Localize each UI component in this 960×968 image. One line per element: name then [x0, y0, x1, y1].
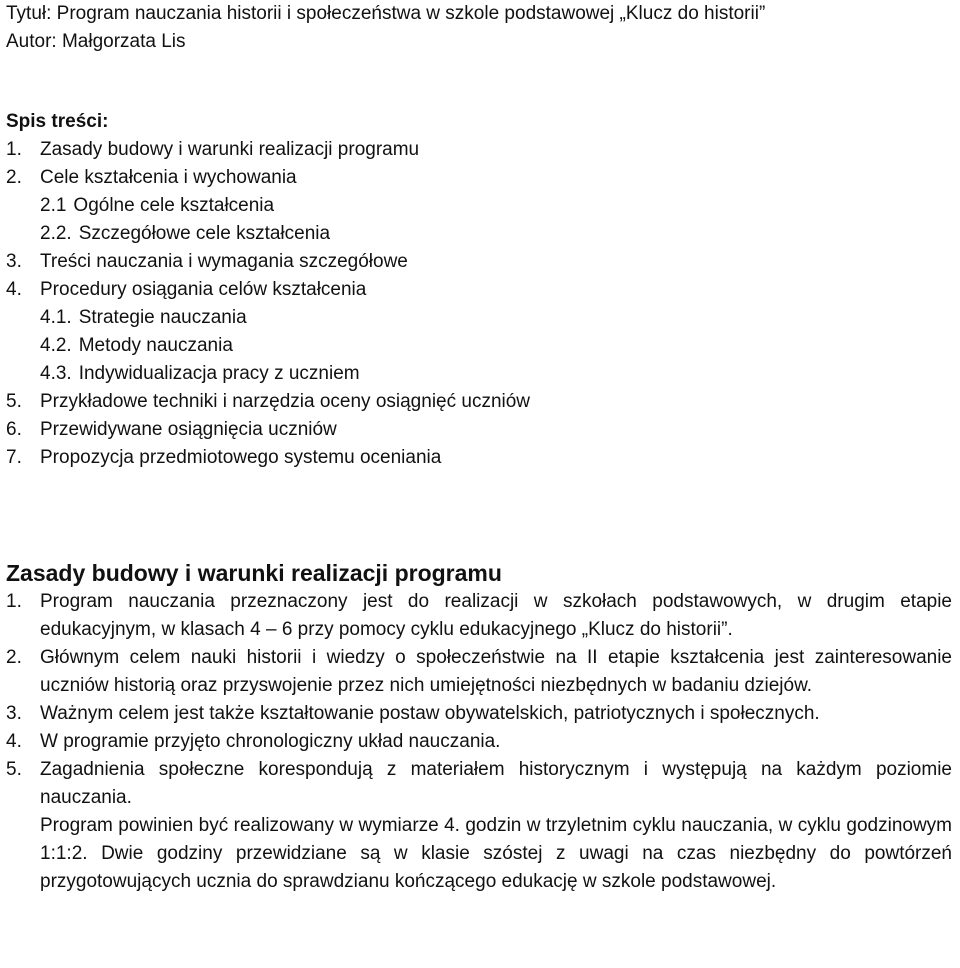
toc-item-number: 2.2.: [40, 223, 72, 244]
toc-heading: Spis treści:: [6, 111, 109, 132]
toc-item-label: Indywidualizacja pracy z uczniem: [78, 363, 360, 384]
toc-item-number: 4.2.: [40, 335, 72, 356]
numbered-paragraph: [6, 644, 956, 700]
toc-item-number: 3.: [6, 251, 22, 272]
numbered-paragraph: [6, 700, 956, 728]
document-title: Tytuł: Program nauczania historii i społeczeństwa w szkole podstawowej „Klucz do historii”: [6, 3, 766, 24]
paragraph-number: 3.: [6, 703, 22, 724]
toc-item-label: Przewidywane osiągnięcia uczniów: [40, 419, 337, 440]
toc-item: [6, 388, 956, 416]
paragraph-number: 4.: [6, 731, 22, 752]
paragraph-number: 2.: [6, 647, 22, 668]
toc-subitem: [6, 332, 956, 360]
toc-item-label: Propozycja przedmiotowego systemu oceniania: [40, 447, 442, 468]
toc-item: [6, 164, 956, 192]
numbered-paragraph: [6, 728, 956, 756]
toc-item-number: 4.3.: [40, 363, 72, 384]
toc-item-label: Przykładowe techniki i narzędzia oceny osiągnięć uczniów: [40, 391, 531, 412]
paragraph-text: Program nauczania przeznaczony jest do realizacji w szkołach podstawowych, w drugim etapie edukacyjnym, w klasach 4 – 6 przy pomocy cyklu edukacyjnego „Klucz do historii”.: [40, 591, 952, 640]
toc-item-label: Strategie nauczania: [78, 307, 247, 328]
numbered-paragraph: [6, 756, 956, 812]
toc-item-number: 7.: [6, 447, 22, 468]
toc-item: [6, 444, 956, 472]
program-hours-paragraph: Program powinien być realizowany w wymiarze 4. godzin w trzyletnim cyklu nauczania, w cyklu godzinowym 1:1:2. Dwie godziny przewidziane są w klasie szóstej z uwagi na czas niezbędny do powtórzeń przygotowujących ucznia do sprawdzianu kończącego edukację w szkole podstawowej.: [40, 815, 952, 892]
toc-subitem: [6, 360, 956, 388]
toc-item-number: 2.: [6, 167, 22, 188]
toc-item: [6, 416, 956, 444]
toc-item-label: Metody nauczania: [78, 335, 233, 356]
toc-item-number: 6.: [6, 419, 22, 440]
toc-item-label: Cele kształcenia i wychowania: [40, 167, 297, 188]
paragraph-text: Ważnym celem jest także kształtowanie postaw obywatelskich, patriotycznych i społecznych.: [40, 703, 820, 724]
paragraph-number: 1.: [6, 591, 22, 612]
table-of-contents: [6, 136, 956, 472]
paragraph-number: 5.: [6, 759, 22, 780]
paragraph-text: Zagadnienia społeczne korespondują z materiałem historycznym i występują na każdym poziomie nauczania.: [40, 759, 952, 808]
document-page: [6, 0, 956, 896]
toc-item-label: Procedury osiągania celów kształcenia: [40, 279, 367, 300]
toc-item: [6, 276, 956, 304]
document-author: Autor: Małgorzata Lis: [6, 31, 186, 52]
toc-item-label: Treści nauczania i wymagania szczegółowe: [40, 251, 408, 272]
toc-item-label: Szczegółowe cele kształcenia: [78, 223, 331, 244]
toc-item-number: 2.1: [40, 195, 67, 216]
toc-item-label: Zasady budowy i warunki realizacji programu: [40, 139, 420, 160]
toc-item-number: 5.: [6, 391, 22, 412]
toc-subitem: [6, 220, 956, 248]
toc-item: [6, 248, 956, 276]
paragraph-text: W programie przyjęto chronologiczny układ nauczania.: [40, 731, 501, 752]
toc-item-number: 4.1.: [40, 307, 72, 328]
section-body: [6, 588, 956, 896]
toc-item-number: 4.: [6, 279, 22, 300]
numbered-paragraph: [6, 588, 956, 644]
toc-item: [6, 136, 956, 164]
toc-subitem: [6, 304, 956, 332]
section-heading: Zasady budowy i warunki realizacji programu: [6, 560, 502, 586]
paragraph-text: Głównym celem nauki historii i wiedzy o społeczeństwie na II etapie kształcenia jest zainteresowanie uczniów historią oraz przyswojenie przez nich umiejętności niezbędnych w badaniu dziejów.: [40, 647, 952, 696]
toc-item-number: 1.: [6, 139, 22, 160]
toc-subitem: [6, 192, 956, 220]
toc-item-label: Ogólne cele kształcenia: [73, 195, 275, 216]
